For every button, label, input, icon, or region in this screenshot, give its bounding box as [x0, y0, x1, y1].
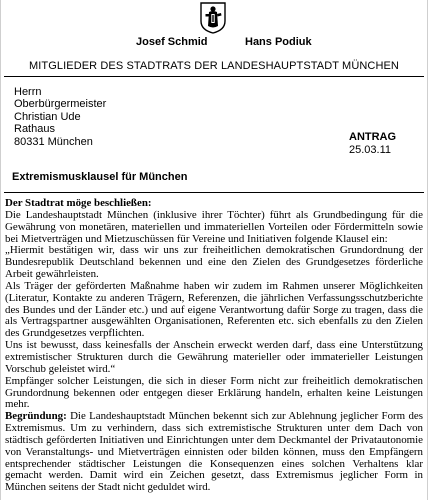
motion-body	[5, 198, 423, 494]
body-paragraph: Empfänger solcher Leistungen, die sich in dieser Form nicht zur freiheitlich demokratischen Grundordnung bekennen oder entgegen dieser Erklärung handeln, erhalten keine Leistungen mehr.	[5, 374, 423, 411]
page-border-left	[0, 0, 1, 500]
address-line: Rathaus	[14, 123, 55, 136]
body-paragraph: Uns ist bewusst, dass keinesfalls der Anschein erweckt werden darf, dass eine Unterstützung extremistischer Strukturen durch die Gewährung materieller oder immaterieller Leistungen Vorschub geleistet wird.“	[5, 339, 423, 375]
munich-coat-of-arms-icon	[200, 2, 226, 34]
reason-text: Die Landeshauptstadt München bekennt sich zur Ablehnung jeglicher Form des Extremismus. Um zu verhindern, dass sich extremistische Strukturen unter dem Dach von städtisch geförderten Initiativen und Einrichtungen unter dem Deckmantel der Privatautonomie von Veranstaltungs- und Mietverträgen einnisten oder bilden können, muss den Empfängern entsprechender städtischer Leistungen die Konsequenzen eines solchen Verhaltens klar gemacht werden. Damit wird ein Zeichen gesetzt, dass Extremismus jeglicher Form in München seitens der Stadt nicht geduldet wird.	[5, 410, 423, 494]
subject-divider	[4, 192, 424, 193]
header-divider	[4, 76, 424, 77]
document-type-label: ANTRAG	[349, 131, 397, 143]
body-paragraph: „Hiermit bestätigen wir, dass wir uns zur freiheitlichen demokratischen Grundordnung der Bundesrepublik Deutschland bekennen und eine den Zielen des Grundgesetzes förderliche Arbeit gewährleisten.	[5, 244, 423, 281]
subject-line: Extremismusklausel für München	[12, 171, 188, 183]
reason-paragraph	[5, 411, 423, 494]
address-line: Oberbürgermeister	[14, 98, 107, 111]
document-date: 25.03.11	[349, 144, 392, 156]
body-paragraph: Als Träger der geförderten Maßnahme haben wir zudem im Rahmen unserer Möglichkeiten (Literatur, Kontakte zu anderen Trägern, Referenzen, die jährlichen Verfassungsschutzberichte des Bundes und der Länder etc.) und auf eigene Verantwortung dafür Sorge zu tragen, dass die als Vertragspartner ausgewählten Organisationen, Referenten etc. sich ebenfalls zu den Zielen des Grundgesetzes verpflichten.	[5, 279, 423, 340]
address-line: Herrn	[14, 86, 42, 98]
decision-heading: Der Stadtrat möge beschließen:	[5, 197, 152, 209]
address-line: Christian Ude	[14, 110, 81, 123]
councillor-name-2: Hans Podiuk	[245, 36, 312, 48]
address-line: 80331 München	[14, 135, 93, 148]
recipient-address	[14, 86, 106, 148]
body-paragraph: Die Landeshauptstadt München (inklusive ihrer Töchter) führt als Grundbedingung für die Gewährung von monetären, materiellen und immateriellen Vorteilen oder Fördermitteln sowie bei Mietverträgen und Mietzuschüssen für Vereine und Initiativen folgende Klausel ein:	[5, 208, 423, 245]
letterhead-title: MITGLIEDER DES STADTRATS DER LANDESHAUPTSTADT MÜNCHEN	[29, 60, 399, 72]
councillor-name-1: Josef Schmid	[136, 36, 208, 48]
reason-label: Begründung:	[5, 410, 67, 423]
